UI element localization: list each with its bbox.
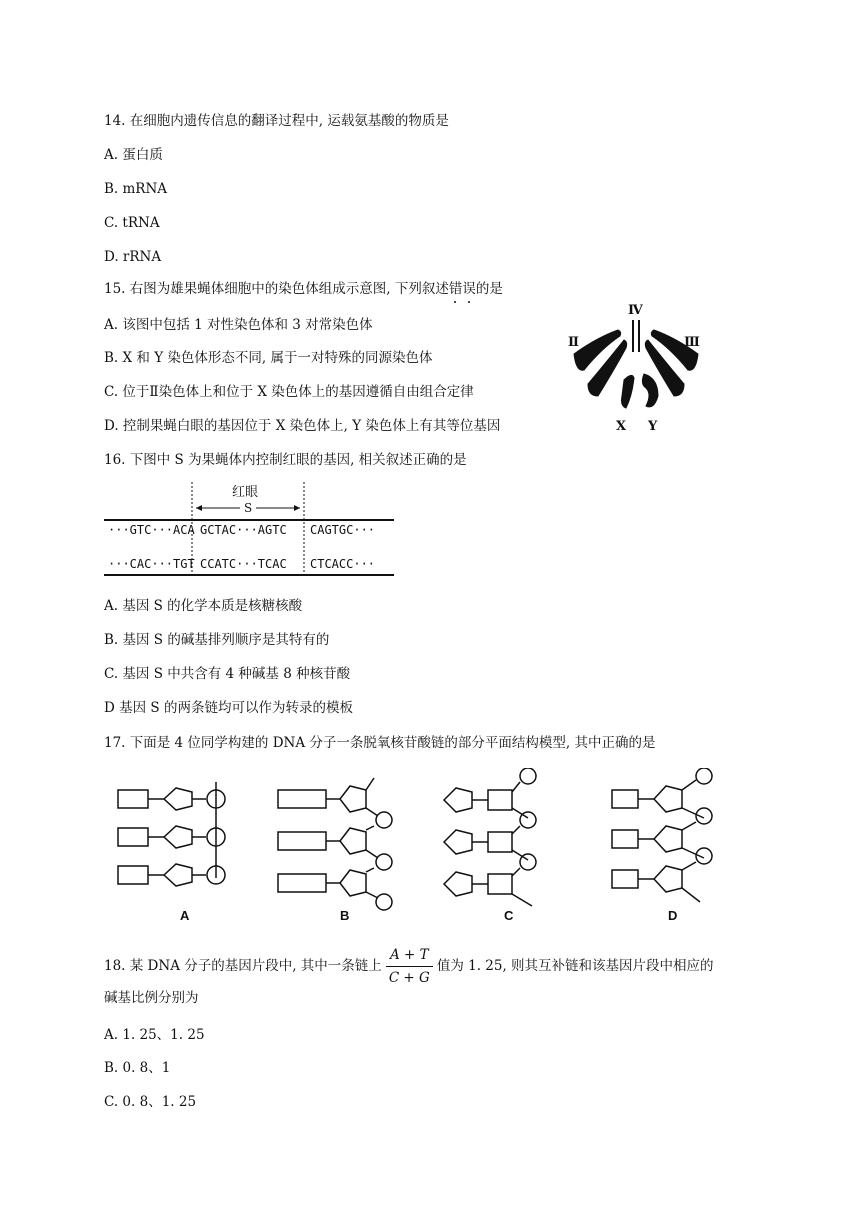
q15-stem-after: 的是 [475,281,503,297]
gene-symbol: S [244,501,253,515]
model-a [118,782,225,886]
top-strand-right: CAGTGC··· [310,523,376,537]
q16-option-d: D 基因 S 的两条链均可以作为转录的模板 [104,700,353,716]
q14-option-b: B. mRNA [104,181,168,197]
q18-stem [104,946,714,987]
label-iii: Ⅲ [684,335,700,350]
q14-stem: 14. 在细胞内遗传信息的翻译过程中, 运载氨基酸的物质是 [104,113,449,129]
q15-option-b: B. X 和 Y 染色体形态不同, 属于一对特殊的同源染色体 [104,350,433,366]
chromosome-y [642,374,658,407]
arrow-left-head [196,505,202,511]
q17-stem: 17. 下面是 4 位同学构建的 DNA 分子一条脱氧核苷酸链的部分平面结构模型, 其中正确的是 [104,735,656,751]
bottom-strand-left: ···CAC···TGT [108,557,195,571]
q15-option-d: D. 控制果蝇白眼的基因位于 X 染色体上, Y 染色体上有其等位基因 [104,418,501,434]
label-y: Y [648,419,658,434]
chromosome-figure [562,300,710,440]
bottom-strand-gene: CCATC···TCAC [200,557,287,571]
chromosome-x [622,375,635,408]
q15-stem-before: 15. 右图为雄果蝇体细胞中的染色体组成示意图, 下列叙述 [104,281,449,297]
q18-stem-after: 值为 1. 25, 则其互补链和该基因片段中相应的 [436,958,714,974]
top-strand-gene: GCTAC···AGTC [200,523,287,537]
model-label-c: C [504,908,514,923]
q15-option-a: A. 该图中包括 1 对性染色体和 3 对常染色体 [104,317,373,333]
q15-stem [104,280,503,298]
fraction-numerator: A + T [386,946,433,967]
label-ii: Ⅱ [568,335,579,350]
q15-option-c: C. 位于Ⅱ染色体上和位于 X 染色体上的基因遵循自由组合定律 [104,384,474,400]
fraction-denominator: C + G [388,970,430,986]
q16-option-a: A. 基因 S 的化学本质是核糖核酸 [104,598,303,614]
q14-option-c: C. tRNA [104,215,160,231]
q18-option-a: A. 1. 25、1. 25 [104,1027,205,1043]
model-label-d: D [668,908,678,923]
q14-option-d: D. rRNA [104,249,162,265]
q18-stem-before: 18. 某 DNA 分子的基因片段中, 其中一条链上 [104,958,382,974]
nucleotide-models-figure [104,768,734,928]
model-b [278,778,392,910]
q18-option-c: C. 0. 8、1. 25 [104,1094,197,1110]
gene-label: 红眼 [232,485,259,500]
arrow-right-head [294,505,300,511]
gene-strand-figure [104,482,404,582]
label-iv: Ⅳ [628,303,643,318]
model-c [444,768,536,906]
q18-stem-line2: 碱基比例分别为 [104,990,199,1006]
model-d [612,768,712,902]
model-label-a: A [180,908,190,923]
ratio-fraction [386,946,433,987]
q14-option-a: A. 蛋白质 [104,147,163,163]
label-x: X [616,419,627,434]
q16-option-c: C. 基因 S 中共含有 4 种碱基 8 种核苷酸 [104,666,351,682]
q15-stem-emphasis: 错误 [448,281,476,297]
q16-option-b: B. 基因 S 的碱基排列顺序是其特有的 [104,632,330,648]
q18-option-b: B. 0. 8、1 [104,1060,171,1076]
bottom-strand-right: CTCACC··· [310,557,376,571]
q16-stem: 16. 下图中 S 为果蝇体内控制红眼的基因, 相关叙述正确的是 [104,452,467,468]
model-label-b: B [340,908,350,923]
top-strand-left: ···GTC···ACA [108,523,195,537]
